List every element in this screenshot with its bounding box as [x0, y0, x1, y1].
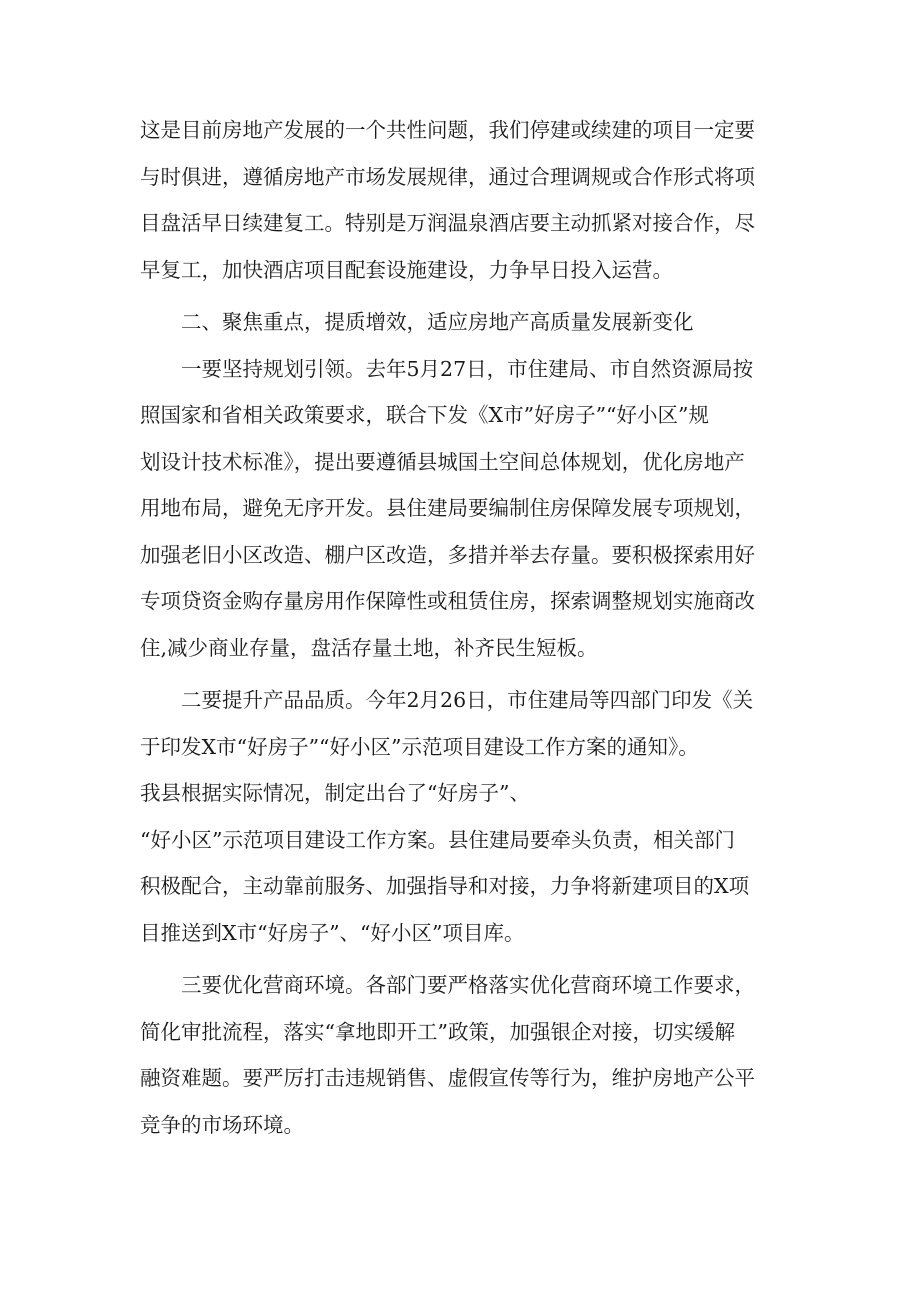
section-heading — [140, 299, 800, 346]
text-line: 于印发X市“好房子”“好小区”示范项目建设工作方案的通知》。 — [140, 734, 699, 759]
text-line: “好小区”示范项目建设工作方案。县住建局要牵头负责，相关部门 — [140, 827, 735, 852]
text-line: 一要坚持规划引领。去年5月27日，市住建局、市自然资源局按 — [181, 356, 754, 381]
text-line: 简化审批流程，落实“拿地即开工”政策，加强银企对接，切实缓解 — [140, 1019, 735, 1044]
text-line: 目推送到X市“好房子”、“好小区”项目库。 — [140, 920, 525, 945]
text-line: 照国家和省相关政策要求，联合下发《X市”好房子”“好小区”规 — [140, 403, 710, 427]
heading-line: 二、聚焦重点，提质增效，适应房地产高质量发展新变化 — [181, 310, 694, 334]
paragraph-planning — [140, 346, 800, 672]
text-line: 积极配合，主动靠前服务、加强指导和对接，力争将新建项目的X项 — [140, 874, 750, 898]
text-line: 目盘活早日续建复工。特别是万润温泉酒店要主动抓紧对接合作，尽 — [140, 211, 755, 235]
document-body — [140, 107, 800, 1148]
text-line: 早复工，加快酒店项目配套设施建设，力争早日投入运营。 — [140, 257, 673, 282]
paragraph-quality — [140, 677, 800, 956]
text-line: 划设计技术标准》，提出要遵循县城国土空间总体规划，优化房地产 — [140, 449, 745, 474]
paragraph-business-environment — [140, 962, 800, 1148]
text-line: 我县根据实际情况，制定出台了“好房子”、 — [140, 781, 530, 805]
text-line: 三要优化营商环境。各部门要严格落实优化营商环境工作要求， — [181, 973, 755, 997]
text-line: 这是目前房地产发展的一个共性问题，我们停建或续建的项目一定要 — [140, 118, 755, 142]
text-line: 住,减少商业存量，盘活存量土地，补齐民生短板。 — [140, 635, 598, 660]
text-line: 用地布局，避免无序开发。县住建局要编制住房保障发展专项规划， — [140, 496, 755, 520]
paragraph-continuation — [140, 107, 800, 293]
text-line: 加强老旧小区改造、棚户区改造，多措并举去存量。要积极探索用好 — [140, 542, 755, 567]
text-line: 竞争的市场环境。 — [140, 1112, 304, 1137]
text-line: 二要提升产品品质。今年2月26日，市住建局等四部门印发《关 — [181, 688, 754, 712]
text-line: 融资难题。要严厉打击违规销售、虚假宣传等行为，维护房地产公平 — [140, 1066, 755, 1090]
text-line: 专项贷资金购存量房用作保障性或租赁住房，探索调整规划实施商改 — [140, 589, 755, 613]
text-line: 与时俱进，遵循房地产市场发展规律，通过合理调规或合作形式将项 — [140, 164, 755, 189]
